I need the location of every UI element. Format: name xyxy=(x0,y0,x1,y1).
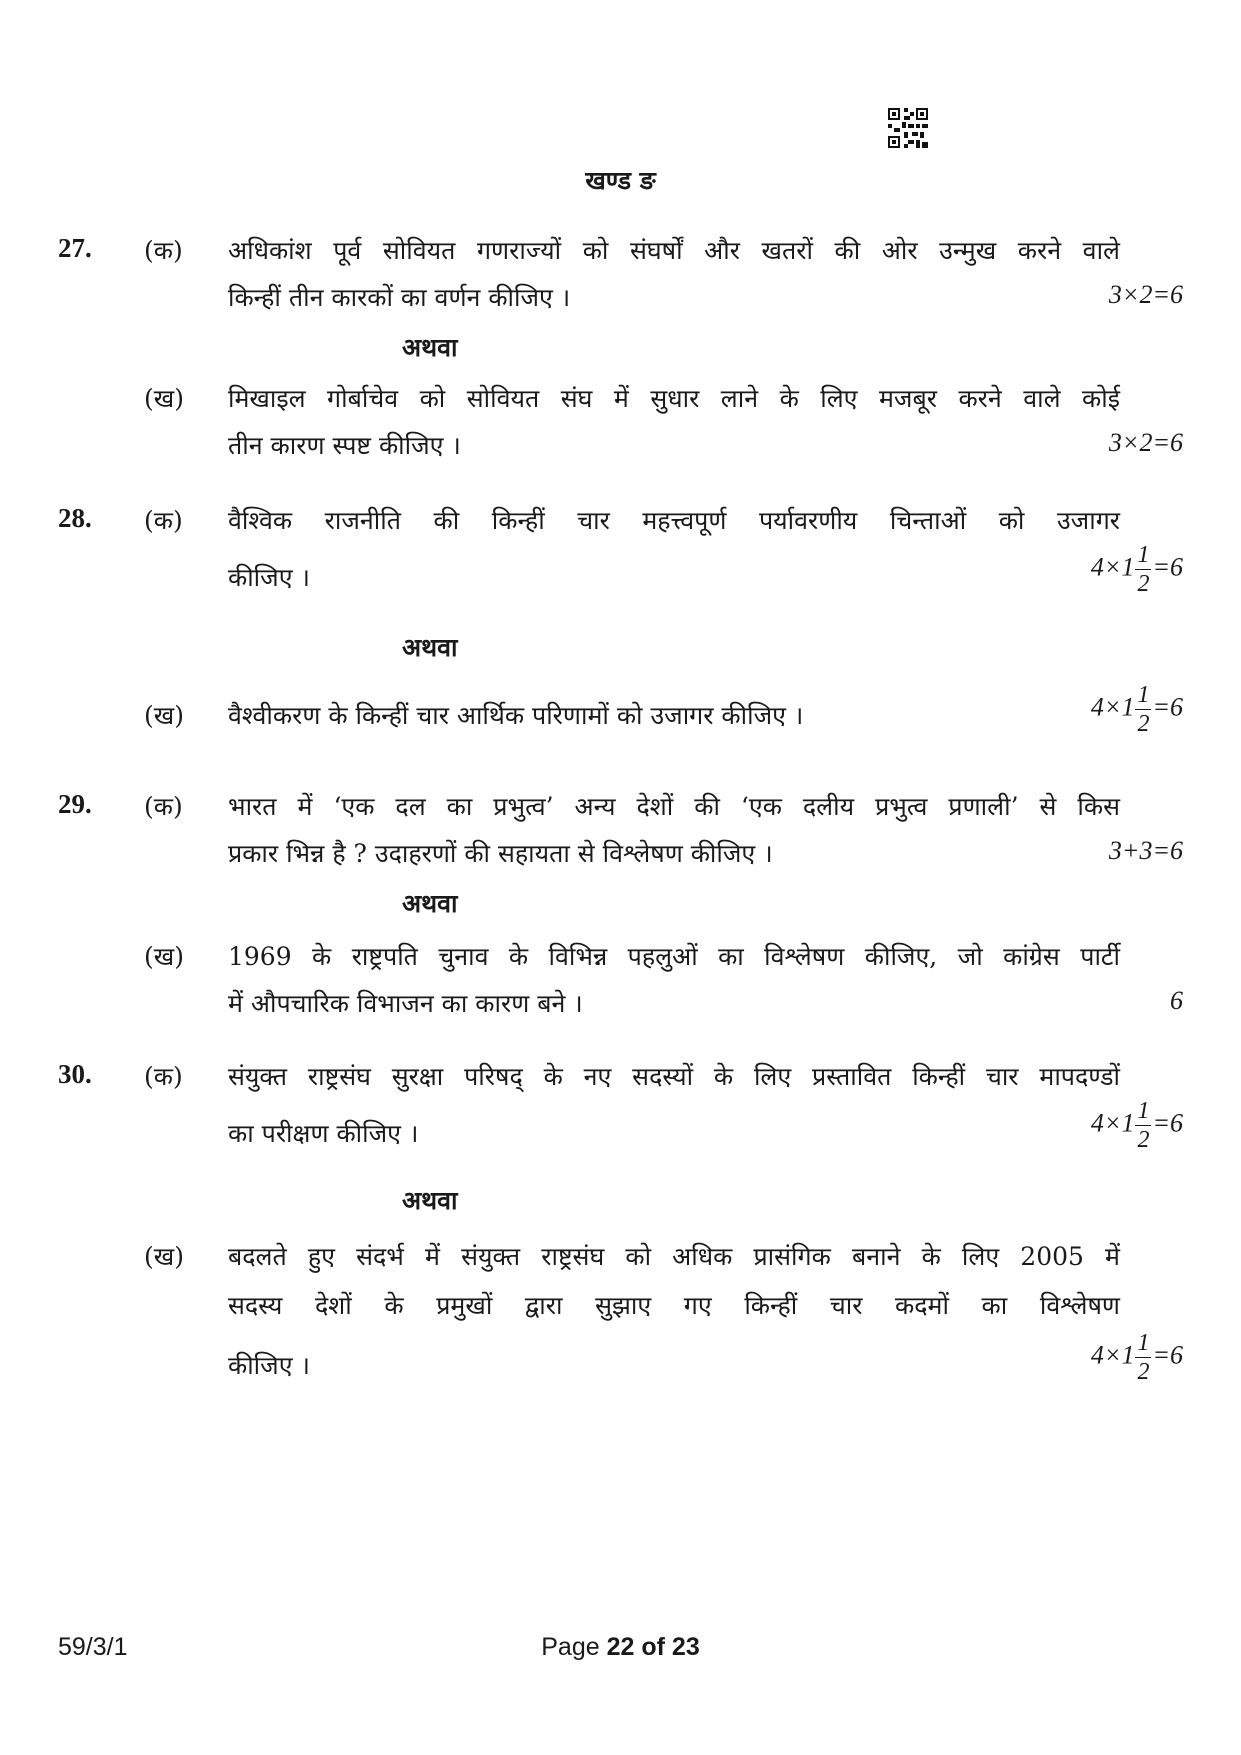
paper-code: 59/3/1 xyxy=(58,1633,128,1661)
question-text-line: भारत में ‘एक दल का प्रभुत्व’ अन्य देशों की ‘एक दलीय प्रभुत्व प्रणाली’ से किस xyxy=(228,792,1120,821)
part-label: (ख) xyxy=(144,701,184,730)
part-label: (ख) xyxy=(144,1242,184,1271)
question-text-line: वैश्विक राजनीति की किन्हीं चार महत्त्वपूर्ण पर्यावरणीय चिन्ताओं को उजागर xyxy=(228,506,1120,535)
question-text-line: 1969 के राष्ट्रपति चुनाव के विभिन्न पहलुओं का विश्लेषण कीजिए, जो कांग्रेस पार्टी xyxy=(228,942,1120,971)
question-text-line: वैश्वीकरण के किन्हीं चार आर्थिक परिणामों को उजागर कीजिए । xyxy=(228,701,804,730)
question-text-line: कीजिए । xyxy=(228,563,310,592)
fraction: $\frac{1}{2}$ xyxy=(1137,682,1150,737)
part-label: (क) xyxy=(144,506,183,535)
question-number: 29. xyxy=(58,789,92,819)
marks: 4×1 $\frac{1}{2}$ =6 xyxy=(1090,682,1183,737)
question-text-line: का परीक्षण कीजिए । xyxy=(228,1119,419,1148)
question-text-line: अधिकांश पूर्व सोवियत गणराज्यों को संघर्षों और खतरों की ओर उन्मुख करने वाले xyxy=(228,236,1120,265)
question-text-line: प्रकार भिन्न है ? उदाहरणों की सहायता से विश्लेषण कीजिए । xyxy=(228,839,773,868)
or-label: अथवा xyxy=(402,1186,458,1215)
part-label: (क) xyxy=(144,1062,183,1091)
section-title: खण्ड ङ xyxy=(585,166,656,195)
question-text-line: कीजिए । xyxy=(228,1351,310,1380)
marks: 3×2=6 xyxy=(1108,428,1183,457)
qr-code-icon xyxy=(888,108,928,148)
question-number: 27. xyxy=(58,233,92,263)
marks: 4×1 $\frac{1}{2}$ =6 xyxy=(1090,542,1183,597)
part-label: (ख) xyxy=(144,384,184,413)
question-text-line: तीन कारण स्पष्ट कीजिए । xyxy=(228,431,461,460)
question-text-line: किन्हीं तीन कारकों का वर्णन कीजिए । xyxy=(228,283,571,312)
marks: 4×1 $\frac{1}{2}$ =6 xyxy=(1090,1098,1183,1153)
question-number: 28. xyxy=(58,503,92,533)
part-label: (ख) xyxy=(144,942,184,971)
question-text-line: में औपचारिक विभाजन का कारण बने । xyxy=(228,989,583,1018)
question-text-line: सदस्य देशों के प्रमुखों द्वारा सुझाए गए किन्हीं चार कदमों का विश्लेषण xyxy=(228,1291,1120,1320)
question-text-line: बदलते हुए संदर्भ में संयुक्त राष्ट्रसंघ को अधिक प्रासंगिक बनाने के लिए 2005 में xyxy=(228,1242,1120,1271)
or-label: अथवा xyxy=(402,889,458,918)
marks: 6 xyxy=(1170,986,1183,1015)
marks: 3+3=6 xyxy=(1108,836,1183,865)
fraction: $\frac{1}{2}$ xyxy=(1137,1098,1150,1153)
fraction: $\frac{1}{2}$ xyxy=(1137,542,1150,597)
marks: 3×2=6 xyxy=(1108,280,1183,309)
or-label: अथवा xyxy=(402,333,458,362)
part-label: (क) xyxy=(144,236,183,265)
question-number: 30. xyxy=(58,1059,92,1089)
fraction: $\frac{1}{2}$ xyxy=(1137,1330,1150,1385)
marks: 4×1 $\frac{1}{2}$ =6 xyxy=(1090,1330,1183,1385)
question-text-line: संयुक्त राष्ट्रसंघ सुरक्षा परिषद् के नए सदस्यों के लिए प्रस्तावित किन्हीं चार मापदण्डों xyxy=(228,1062,1120,1091)
or-label: अथवा xyxy=(402,633,458,662)
page-indicator: Page 22 of 23 xyxy=(541,1633,700,1661)
part-label: (क) xyxy=(144,792,183,821)
question-text-line: मिखाइल गोर्बाचेव को सोवियत संघ में सुधार लाने के लिए मजबूर करने वाले कोई xyxy=(228,384,1120,413)
